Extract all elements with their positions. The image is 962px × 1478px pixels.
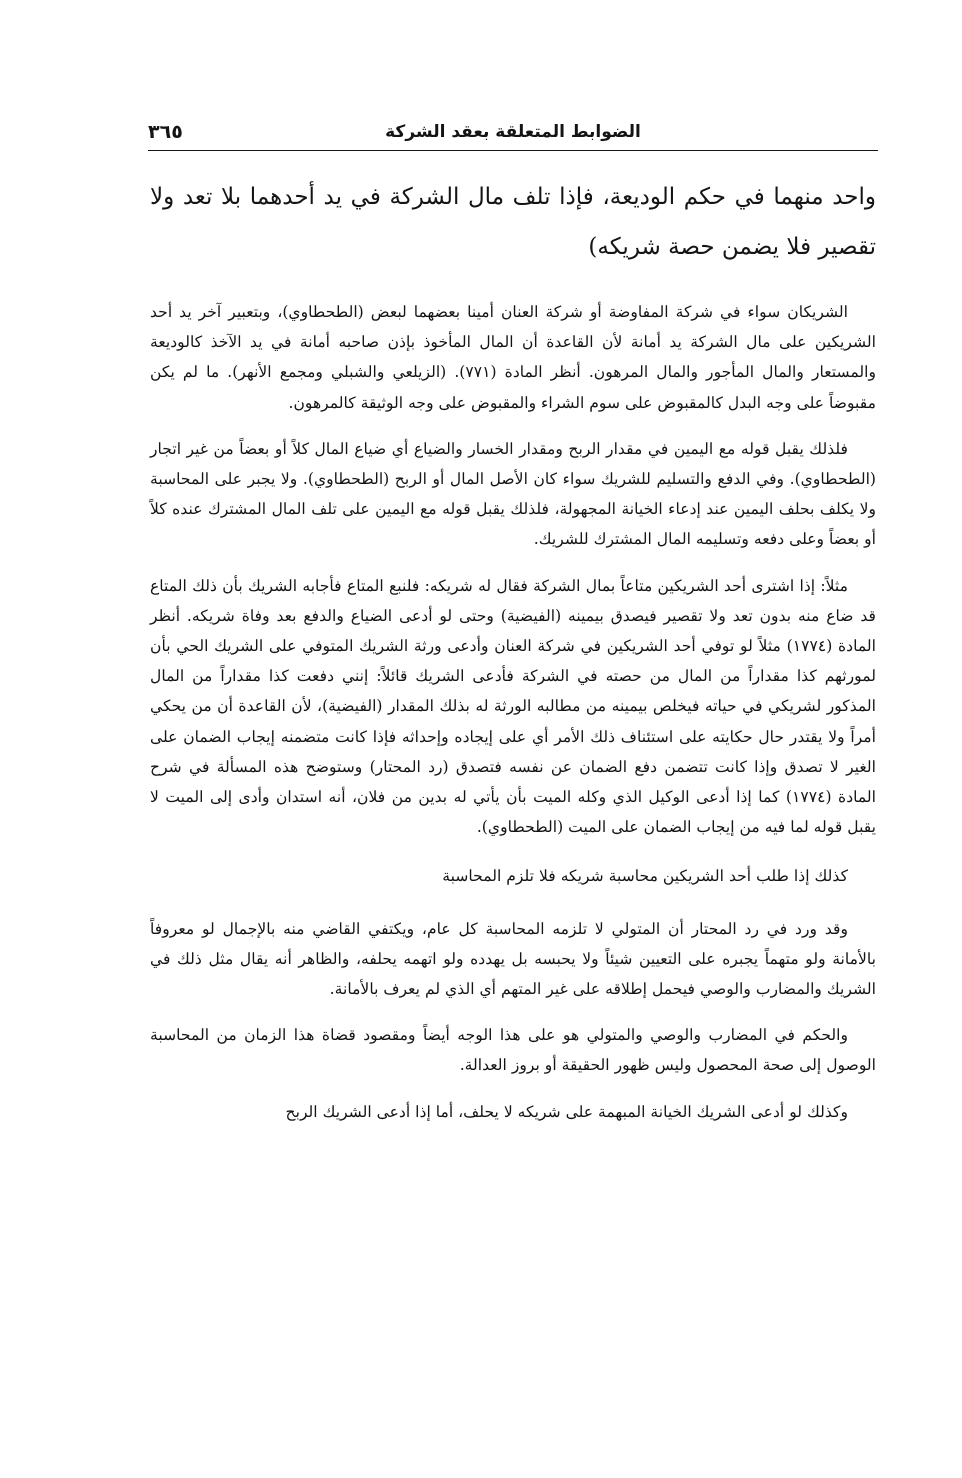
paragraph-example: مثلاً: إذا اشترى أحد الشريكين متاعاً بمال الشركة فقال له شريكه: فلنبع المتاع فأجابه الشريك بأن ذلك المتاع قد ضاع منه بدون تعد ولا تقصير فيصدق بيمينه (الفيضية) وحتى لو أدعى الضياع والدفع بعد وفاة شريكه. أنظر المادة (١٧٧٤) مثلاً لو توفي أحد الشريكين في شركة العنان وأدعى ورثة الشريك المتوفي على الشريك الحي بأن لمورثهم كذا مقداراً من المال من حصته في الشركة فأدعى الشريك قائلاً: إنني دفعت كذا مقداراً من المال المذكور لشريكي في حياته فيخلص بيمينه من مطالبه الورثة له بذلك المقدار (الفيضية)، لأن القاعدة أن من يحكي أمراً ولا يقتدر حال حكايته على استئناف ذلك الأمر أي على إيجاده وإحداثه فإذا كانت متضمنه إيجاب الضمان على الغير لا تصدق وإذا كانت تتضمن دفع الضمان عن نفسه فتصدق (رد المحتار) وستوضح هذه المسألة في شرح المادة (١٧٧٤) كما إذا أدعى الوكيل الذي وكله الميت بأن يأتي له بدين من فلان، أنه استدان وأدى إلى الميت لا يقبل قوله لما فيه من إيجاب الضمان على الميت (الطحطاوي). xyxy=(150,576,876,837)
quoted-rule-text: واحد منهما في حكم الوديعة، فإذا تلف مال الشركة في يد أحدهما بلا تعد ولا تقصير فلا يضمن حصة شريكه) xyxy=(150,184,876,260)
running-header xyxy=(148,118,878,154)
paragraph-oath-acceptance: فلذلك يقبل قوله مع اليمين في مقدار الربح ومقدار الخسار والضياع أي ضياع المال كلاً أو بعضاً من غير اتجار (الطحطاوي). وفي الدفع والتسليم للشريك سواء كان الأصل المال أو الربح (الطحطاوي). ولا يجبر على المحاسبة ولا يكلف بحلف اليمين عند إدعاء الخيانة المجهولة، فلذلك يقبل قوله مع اليمين على تلف المال المشترك عنده كلاً أو بعضاً وعلى دفعه وتسليمه المال المشترك للشريك. xyxy=(150,439,876,549)
paragraph-radd-almuhtar: وقد ورد في رد المحتار أن المتولي لا تلزمه المحاسبة كل عام، ويكتفي القاضي منه بالإجمال لو معروفاً بالأمانة ولو متهماً يجبره على التعيين شيئاً ولا يحبسه بل يهدده ولو اتهمه يحلفه، والظاهر أنه يقال مثل ذلك في الشريك والمضارب والوصي فيحمل إطلاقه على غير المتهم أي الذي لم يعرف بالأمانة. xyxy=(150,919,876,999)
page-body xyxy=(150,172,876,1127)
header-rule xyxy=(148,150,878,151)
paragraph-accounting: كذلك إذا طلب أحد الشريكين محاسبة شريكه فلا تلزم المحاسبة xyxy=(442,867,848,886)
page-number: ٣٦٥ xyxy=(148,121,183,143)
paragraph-ruling: والحكم في المضارب والوصي والمتولي هو على هذا الوجه أيضاً ومقصود قضاة هذا الزمان من المحاسبة الوصول إلى صحة المحصول وليس ظهور الحقيقة أو بروز العدالة. xyxy=(150,1026,876,1075)
running-header-title: الضوابط المتعلقة بعقد الشركة xyxy=(385,122,641,142)
paragraph-partners-trust: الشريكان سواء في شركة المفاوضة أو شركة العنان أمينا بعضهما لبعض (الطحطاوي)، وبتعبير آخر يد أحد الشريكين على مال الشركة يد أمانة لأن القاعدة أن المال المأخوذ بإذن صاحبه أمانة في يد الآخذ كالوديعة والمستعار والمال المأجور والمال المرهون. أنظر المادة (٧٧١). (الزيلعي والشبلي ومجمع الأنهر). ما لم يكن مقبوضاً على وجه البدل كالمقبوض على سوم الشراء والمقبوض على وجه الوثيقة كالمرهون. xyxy=(150,303,876,412)
paragraph-vague-betrayal: وكذلك لو أدعى الشريك الخيانة المبهمة على شريكه لا يحلف، أما إذا أدعى الشريك الربح xyxy=(285,1102,848,1121)
